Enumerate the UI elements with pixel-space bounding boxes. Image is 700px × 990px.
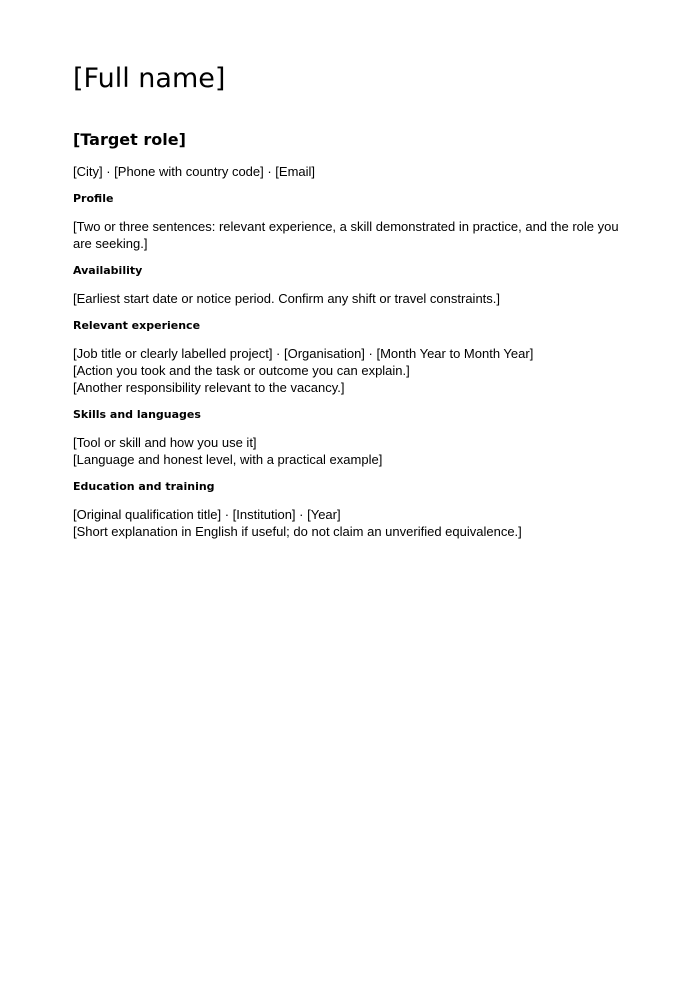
section-body-education [73,506,633,540]
section-heading-experience: Relevant experience [73,319,201,332]
section-body-skills [73,434,633,468]
section-body-availability [73,290,633,307]
section-experience [73,318,633,396]
education-line: [Short explanation in English if useful; do not claim an unverified equivalence.] [73,524,522,539]
section-profile [73,191,633,252]
contact-line: [City] · [Phone with country code] · [Email] [73,164,316,179]
experience-line: [Another responsibility relevant to the vacancy.] [73,380,345,395]
availability-line: [Earliest start date or notice period. Confirm any shift or travel constraints.] [73,291,501,306]
section-heading-education: Education and training [73,480,215,493]
section-body-profile [73,218,633,252]
experience-line: [Job title or clearly labelled project] · [Organisation] · [Month Year to Month Year] [73,346,534,361]
experience-line: [Action you took and the task or outcome you can explain.] [73,363,410,378]
skills-line: [Language and honest level, with a practical example] [73,452,383,467]
document-page [73,60,633,540]
target-role-heading: [Target role] [73,130,186,149]
section-availability [73,263,633,307]
section-body-experience [73,345,633,396]
education-line: [Original qualification title] · [Institution] · [Year] [73,507,341,522]
profile-line: [Two or three sentences: relevant experience, a skill demonstrated in practice, and the role you are seeking.] [73,219,619,251]
skills-line: [Tool or skill and how you use it] [73,435,257,450]
section-heading-profile: Profile [73,192,114,205]
section-skills [73,407,633,468]
section-heading-skills: Skills and languages [73,408,201,421]
section-heading-availability: Availability [73,264,143,277]
full-name-heading: [Full name] [73,63,226,94]
section-education [73,479,633,540]
